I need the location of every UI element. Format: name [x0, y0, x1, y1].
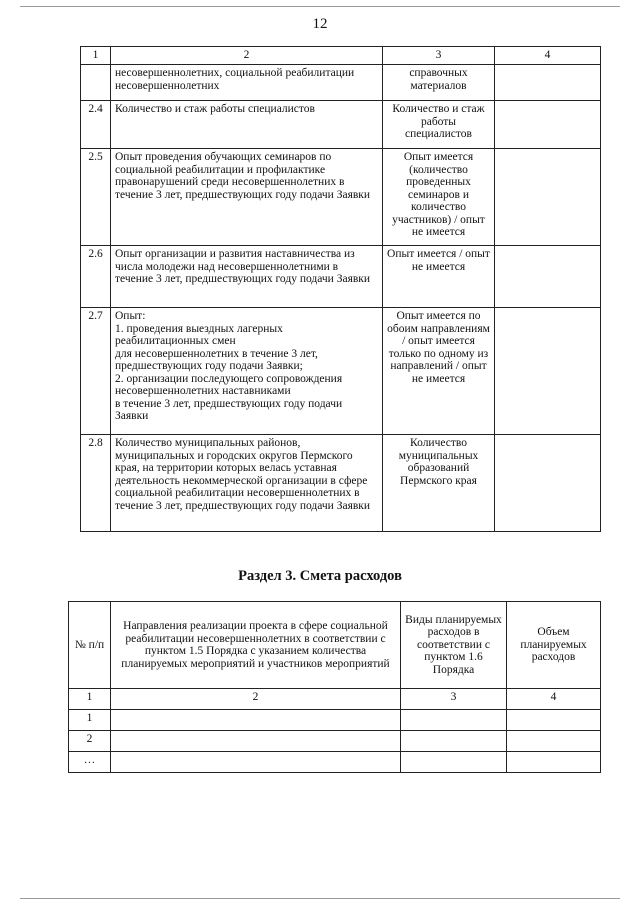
scan-edge-line [20, 6, 620, 7]
budget-header-row [69, 602, 601, 689]
criteria-header-cell: 4 [495, 47, 601, 65]
criterion-text: Количество и стаж работы специалистов [111, 101, 383, 149]
criterion-text: несовершеннолетних, социальной реабилитации несовершеннолетних [111, 65, 383, 101]
score-cell [495, 435, 601, 532]
table-row [69, 752, 601, 773]
budget-numbering-row [69, 689, 601, 710]
measure-text: Опыт имеется / опыт не имеется [383, 246, 495, 308]
budget-cell [401, 752, 507, 773]
score-cell [495, 308, 601, 435]
criterion-text: Опыт проведения обучающих семинаров по социальной реабилитации и профилактике правонарушений среди несовершеннолетних в течение 3 лет, предшествующих году подачи Заявки [111, 149, 383, 246]
budget-cell [507, 710, 601, 731]
budget-cell [507, 752, 601, 773]
budget-cell [111, 752, 401, 773]
table-row [69, 710, 601, 731]
measure-text: Опыт имеется по обоим направлениям / опыт имеется только по одному из направлений / опыт не имеется [383, 308, 495, 435]
measure-text: Количество муниципальных образований Пермского края [383, 435, 495, 532]
criterion-text: Количество муниципальных районов, муниципальных и городских округов Пермского края, на территории которых велась уставная деятельность некоммерческой организации в сфере социальной реабилитации несовершеннолетних в течение 3 лет, предшествующих году подачи Заявки [111, 435, 383, 532]
budget-row-number: 2 [69, 731, 111, 752]
criterion-text: Опыт: 1. проведения выездных лагерных реабилитационных смен для несовершеннолетних в течение 3 лет, предшествующих году подачи Заявки; 2. организации последующего сопровождения несовершеннолетних наставниками в течение 3 лет, предшествующих году подачи Заявки [111, 308, 383, 435]
table-row [81, 149, 601, 246]
page-number: 12 [312, 16, 328, 32]
criterion-text: Опыт организации и развития наставничества из числа молодежи над несовершеннолетними в течение 3 лет, предшествующих году подачи Заявки [111, 246, 383, 308]
table-row [81, 308, 601, 435]
measure-text: справочных материалов [383, 65, 495, 101]
score-cell [495, 149, 601, 246]
table-row [69, 731, 601, 752]
budget-numbering-cell: 2 [111, 689, 401, 710]
budget-row-number: 1 [69, 710, 111, 731]
score-cell [495, 246, 601, 308]
score-cell [495, 65, 601, 101]
budget-numbering-cell: 1 [69, 689, 111, 710]
budget-numbering-cell: 3 [401, 689, 507, 710]
budget-cell [401, 731, 507, 752]
criteria-table [80, 46, 601, 532]
budget-header-cell: № п/п [69, 602, 111, 689]
budget-table [68, 601, 601, 773]
criteria-header-row [81, 47, 601, 65]
section-title: Раздел 3. Смета расходов [238, 568, 402, 584]
criteria-header-cell: 3 [383, 47, 495, 65]
measure-text: Количество и стаж работы специалистов [383, 101, 495, 149]
criteria-header-cell: 1 [81, 47, 111, 65]
score-cell [495, 101, 601, 149]
table-row [81, 101, 601, 149]
row-number: 2.4 [81, 101, 111, 149]
budget-header-cell: Виды планируемых расходов в соответствии с пунктом 1.6 Порядка [401, 602, 507, 689]
criteria-header-cell: 2 [111, 47, 383, 65]
budget-cell [111, 710, 401, 731]
budget-cell [507, 731, 601, 752]
row-number [81, 65, 111, 101]
budget-cell [111, 731, 401, 752]
budget-header-cell: Направления реализации проекта в сфере социальной реабилитации несовершеннолетних в соответствии с пунктом 1.5 Порядка с указанием количества планируемых мероприятий и участников мероприятий [111, 602, 401, 689]
row-number: 2.8 [81, 435, 111, 532]
row-number: 2.6 [81, 246, 111, 308]
budget-numbering-cell: 4 [507, 689, 601, 710]
budget-cell [401, 710, 507, 731]
table-row [81, 65, 601, 101]
measure-text: Опыт имеется (количество проведенных семинаров и количество участников) / опыт не имеется [383, 149, 495, 246]
table-row [81, 246, 601, 308]
row-number: 2.7 [81, 308, 111, 435]
row-number: 2.5 [81, 149, 111, 246]
budget-header-cell: Объем планируемых расходов [507, 602, 601, 689]
table-row [81, 435, 601, 532]
budget-row-number: … [69, 752, 111, 773]
scan-edge-line [20, 898, 620, 899]
